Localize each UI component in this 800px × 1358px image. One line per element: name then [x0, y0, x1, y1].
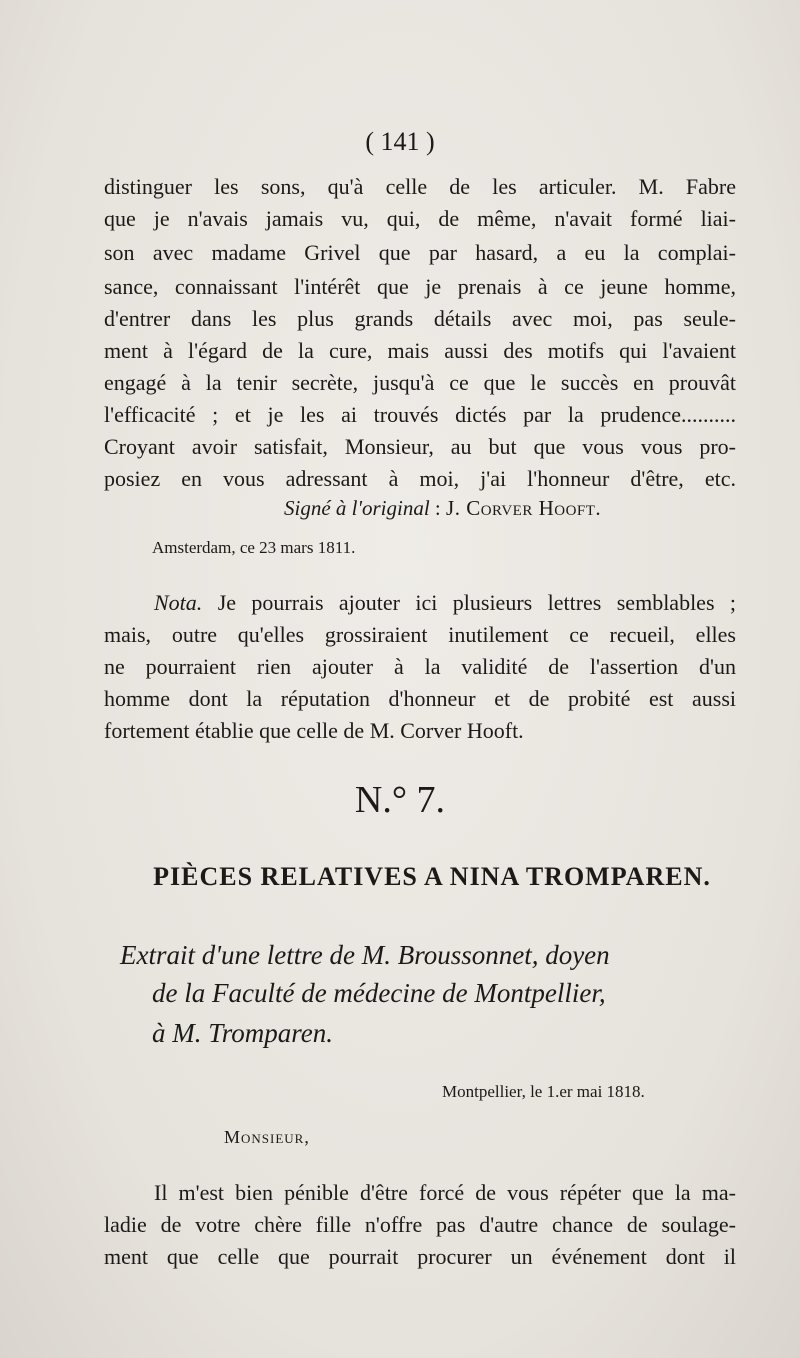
section-number: N.° 7.: [354, 779, 446, 821]
section-title: PIÈCES RELATIVES A NINA TROMPAREN.: [153, 862, 711, 891]
signature-name: J. Corver Hooft.: [446, 496, 602, 520]
signature-separator: :: [429, 496, 447, 520]
letter-line: d'entrer dans les plus grands détails avec moi, pas seule-: [104, 306, 736, 331]
letter-line: distinguer les sons, qu'à celle de les articuler. M. Fabre: [104, 174, 736, 199]
extract-line: à M. Tromparen.: [152, 1018, 334, 1048]
letter-line: engagé à la tenir secrète, jusqu'à ce que le succès en prouvât: [104, 370, 736, 395]
salutation: Monsieur,: [224, 1127, 310, 1147]
extract-line: de la Faculté de médecine de Montpellier,: [152, 978, 606, 1008]
extract-line: Extrait d'une lettre de M. Broussonnet, doyen: [120, 940, 610, 970]
nota-label: Nota.: [154, 590, 203, 615]
signature-label: Signé à l'original: [284, 496, 430, 520]
nota-line-first: [154, 588, 736, 618]
nota-text: Je pourrais ajouter ici plusieurs lettres semblables ;: [217, 590, 737, 615]
place-date-montpellier: Montpellier, le 1.er mai 1818.: [442, 1082, 645, 1101]
letter-line: son avec madame Grivel que par hasard, a eu la complai-: [104, 240, 736, 265]
letter-line: ment à l'égard de la cure, mais aussi des motifs qui l'avaient: [104, 338, 736, 363]
letter-line: l'efficacité ; et je les ai trouvés dictés par la prudence..........: [104, 402, 736, 427]
body-line: Il m'est bien pénible d'être forcé de vous répéter que la ma-: [154, 1180, 736, 1205]
nota-line: fortement établie que celle de M. Corver Hooft.: [104, 718, 524, 743]
nota-line: homme dont la réputation d'honneur et de probité est aussi: [104, 686, 736, 711]
nota-line: mais, outre qu'elles grossiraient inutilement ce recueil, elles: [104, 622, 736, 647]
signature: [284, 496, 601, 521]
body-line: ladie de votre chère fille n'offre pas d'autre chance de soulage-: [104, 1212, 736, 1237]
letter-line: que je n'avais jamais vu, qui, de même, n'avait formé liai-: [104, 206, 736, 231]
nota-line: ne pourraient rien ajouter à la validité de l'assertion d'un: [104, 654, 736, 679]
letter-line: Croyant avoir satisfait, Monsieur, au but que vous vous pro-: [104, 434, 736, 459]
page-number: ( 141 ): [365, 127, 435, 156]
letter-line: sance, connaissant l'intérêt que je prenais à ce jeune homme,: [104, 274, 736, 299]
place-date-amsterdam: Amsterdam, ce 23 mars 1811.: [152, 538, 356, 557]
letter-line: posiez en vous adressant à moi, j'ai l'honneur d'être, etc.: [104, 466, 736, 491]
body-line: ment que celle que pourrait procurer un événement dont il: [104, 1244, 736, 1269]
